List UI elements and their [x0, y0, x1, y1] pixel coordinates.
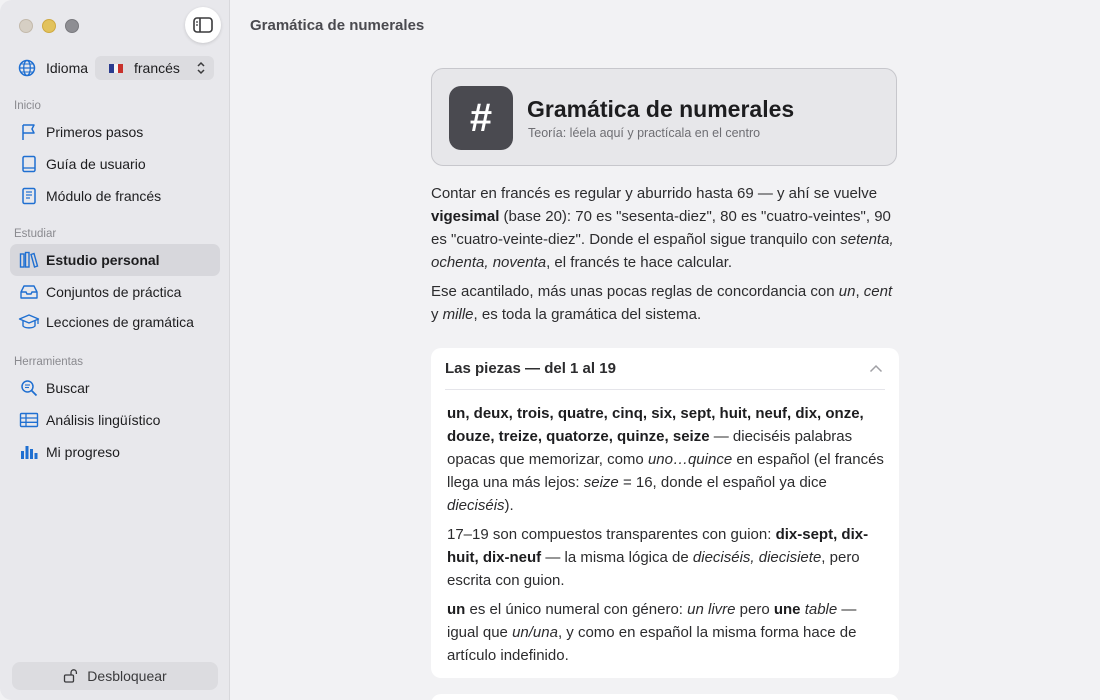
italic-text: table — [804, 601, 838, 618]
text-run: — dieciséis palabras opacas que memorizar, como — [447, 428, 853, 468]
module-book-icon — [20, 187, 38, 205]
books-icon — [19, 251, 39, 269]
text-run: — igual que — [447, 601, 857, 641]
sidebar-item-label: Conjuntos de práctica — [46, 284, 182, 300]
text-run: Ese acantilado, más unas pocas reglas de concordancia con — [431, 283, 839, 300]
sidebar-item-guia-de-usuario[interactable] — [10, 148, 220, 180]
card-paragraph — [447, 523, 887, 592]
text-run: es el único numeral con género: — [465, 601, 688, 618]
text-run: en español (el francés llega una más lejos: — [447, 451, 884, 491]
text-run: = 16, donde el español ya dice — [618, 474, 827, 491]
bold-text: vigesimal — [431, 208, 500, 225]
window-title: Gramática de numerales — [250, 17, 425, 34]
sidebar-item-modulo-de-frances[interactable] — [10, 180, 220, 212]
sidebar-item-mi-progreso[interactable] — [10, 436, 220, 468]
search-text-icon — [20, 379, 38, 397]
tray-icon — [19, 284, 39, 300]
sidebar-item-label: Módulo de francés — [46, 188, 162, 204]
language-value: francés — [134, 60, 180, 76]
globe-icon — [18, 59, 36, 77]
text-run: , es toda la gramática del sistema. — [473, 306, 702, 323]
sidebar-item-label: Lecciones de gramática — [46, 314, 194, 330]
page-title: Gramática de numerales — [527, 96, 795, 122]
pieces-card-title: Las piezas — del 1 al 19 — [445, 360, 616, 377]
bold-text: un, deux, trois, quatre, cinq, six, sept, huit, neuf, dix, onze, douze, treize, quatorze, quinze, seize — [447, 405, 864, 445]
text-run: (base 20): 70 es "sesenta-diez", 80 es "cuatro-veintes", 90 es "cuatro-veinte-diez". Donde el español sigue tranquilo con — [431, 208, 891, 248]
sidebar-item-label: Estudio personal — [46, 252, 160, 268]
language-row — [18, 56, 214, 80]
sidebar-toggle-button[interactable] — [185, 7, 221, 43]
text-run: pero — [735, 601, 774, 618]
text-run: , pero escrita con guion. — [447, 549, 860, 589]
sidebar-item-analisis-linguistico[interactable] — [10, 404, 220, 436]
sidebar-item-label: Primeros pasos — [46, 124, 144, 140]
sidebar-item-lecciones-de-gramatica[interactable] — [10, 306, 220, 338]
italic-text: cent — [863, 283, 893, 300]
intro-paragraph — [431, 280, 901, 326]
sidebar-item-label: Buscar — [46, 380, 90, 396]
sidebar-toggle-icon — [193, 17, 213, 33]
graduation-cap-icon — [18, 313, 40, 331]
italic-text: seize — [583, 474, 619, 491]
unlock-icon — [63, 669, 79, 683]
pieces-card-header[interactable] — [445, 348, 885, 390]
next-card — [431, 694, 899, 700]
card-paragraph — [447, 598, 887, 667]
section-title-inicio: Inicio — [14, 100, 41, 112]
main-content — [231, 0, 1100, 700]
text-run: , y como en español la misma forma hace de artículo indefinido. — [447, 624, 857, 664]
card-paragraph — [447, 402, 887, 517]
text-run: , el francés te hace calcular. — [546, 254, 733, 271]
section-title-estudiar: Estudiar — [14, 228, 57, 240]
window-controls — [19, 19, 79, 33]
italic-text: dieciséis, diecisiete — [692, 549, 822, 566]
table-icon — [19, 412, 39, 428]
sidebar-item-buscar[interactable] — [10, 372, 220, 404]
text-run: Contar en francés es regular y aburrido hasta 69 — y ahí se vuelve — [431, 185, 878, 202]
language-select[interactable] — [95, 56, 214, 80]
sidebar — [0, 0, 230, 700]
sidebar-item-conjuntos-de-practica[interactable] — [10, 276, 220, 308]
section-title-herramientas: Herramientas — [14, 356, 84, 368]
close-window-button[interactable] — [19, 19, 33, 33]
bold-text: une — [773, 601, 801, 618]
text-run: 17–19 son compuestos transparentes con guion: — [447, 526, 776, 543]
flag-icon — [20, 123, 38, 141]
hero-card — [431, 68, 897, 166]
sidebar-item-primeros-pasos[interactable] — [10, 116, 220, 148]
bar-chart-icon — [20, 444, 38, 460]
sidebar-item-label: Mi progreso — [46, 444, 120, 460]
unlock-label: Desbloquear — [87, 668, 167, 684]
zoom-window-button[interactable] — [65, 19, 79, 33]
sidebar-item-estudio-personal[interactable] — [10, 244, 220, 276]
pieces-card — [431, 348, 899, 678]
france-flag-icon — [109, 64, 123, 73]
unlock-button[interactable] — [12, 662, 218, 690]
bold-text: dix-sept, dix-huit, dix-neuf — [447, 526, 869, 566]
minimize-window-button[interactable] — [42, 19, 56, 33]
book-icon — [20, 155, 38, 173]
text-run: ). — [504, 497, 514, 514]
italic-text: dieciséis — [447, 497, 505, 514]
updown-chevron-icon — [196, 60, 206, 76]
sidebar-item-label: Guía de usuario — [46, 156, 146, 172]
intro-text — [431, 182, 901, 332]
text-run: , — [855, 283, 864, 300]
italic-text: mille — [442, 306, 474, 323]
italic-text: setenta, ochenta, noventa — [431, 231, 894, 271]
italic-text: uno…quince — [647, 451, 733, 468]
bold-text: un — [447, 601, 466, 618]
language-label: Idioma — [46, 60, 89, 76]
text-run: — la misma lógica de — [541, 549, 693, 566]
chevron-up-icon — [869, 364, 883, 373]
italic-text: un/una — [512, 624, 558, 641]
page-subtitle: Teoría: léela aquí y practícala en el centro — [528, 126, 761, 140]
sidebar-item-label: Análisis lingüístico — [46, 412, 161, 428]
text-run: y — [431, 306, 443, 323]
italic-text: un livre — [687, 601, 736, 618]
pieces-card-body — [447, 402, 887, 673]
intro-paragraph — [431, 182, 901, 274]
hash-icon: # — [449, 86, 513, 150]
italic-text: un — [838, 283, 856, 300]
